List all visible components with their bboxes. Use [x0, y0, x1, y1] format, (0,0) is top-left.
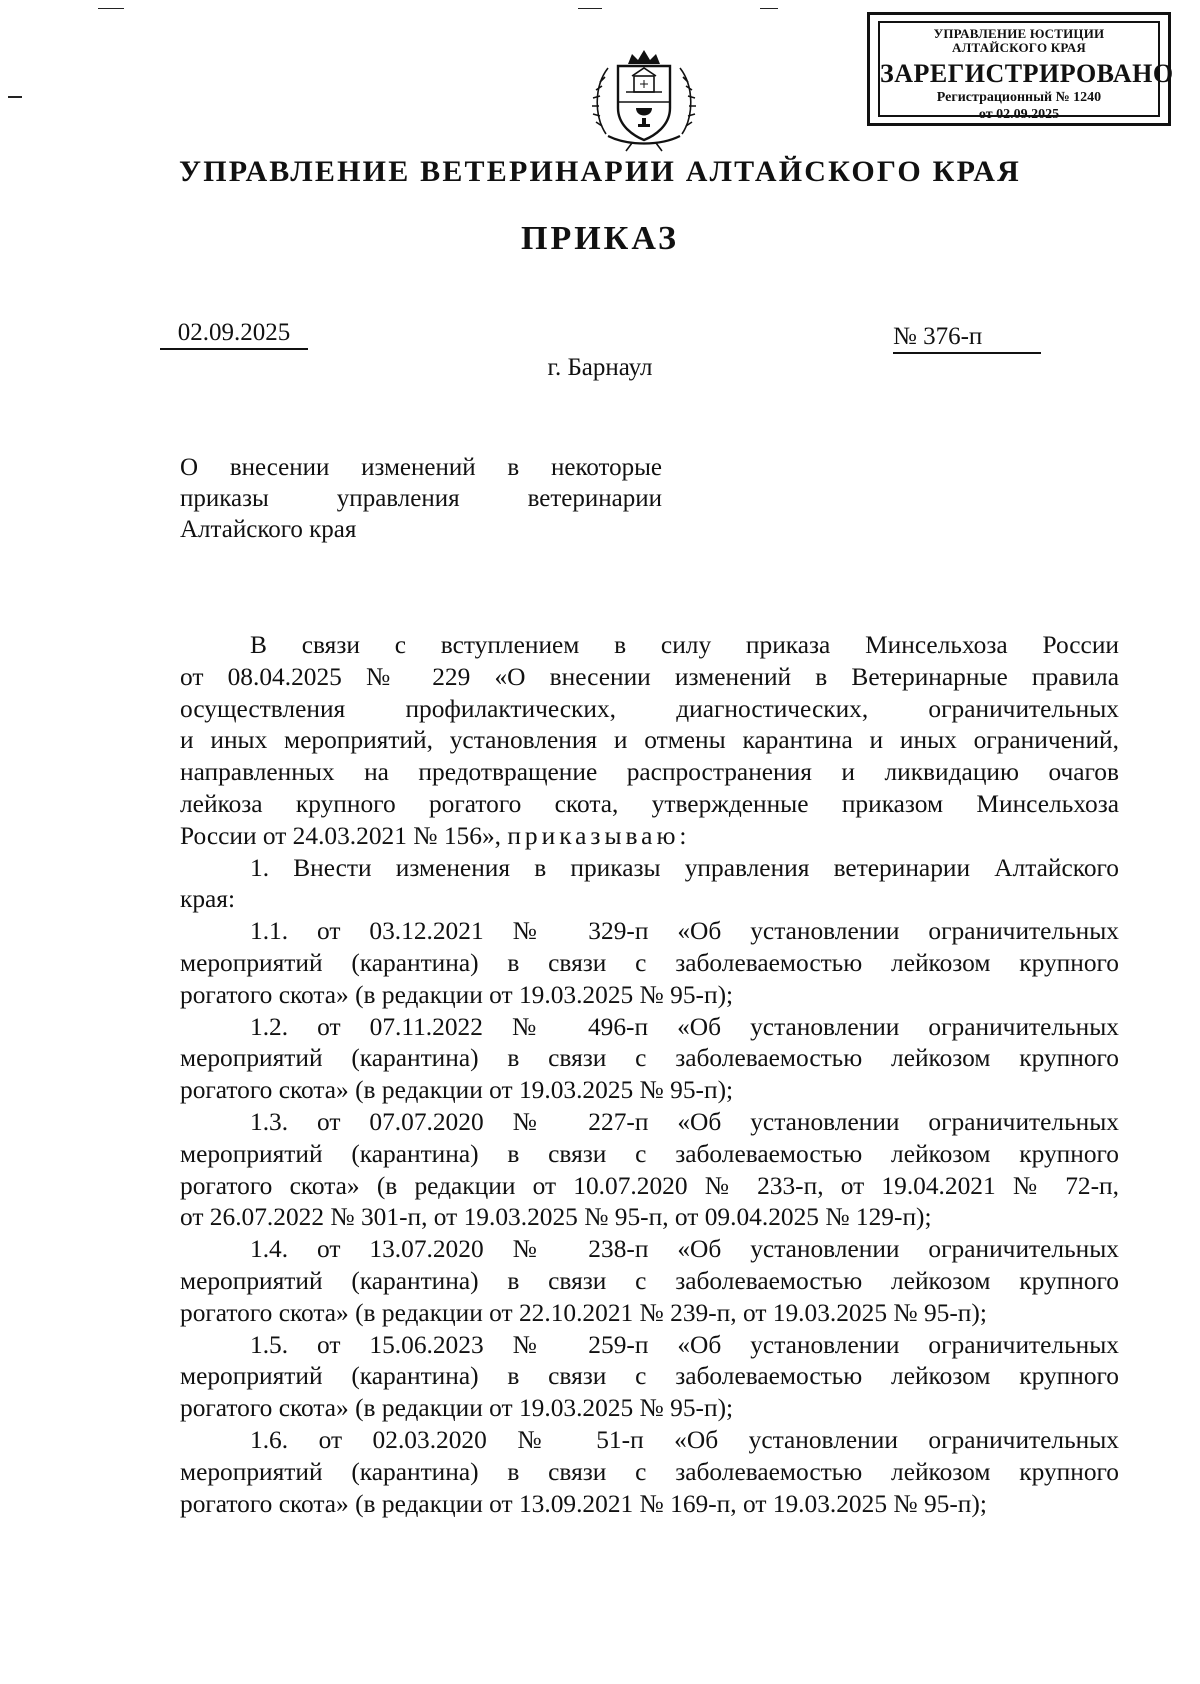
item-1-1-line: рогатого скота» (в редакции от 19.03.2025 № 95-п);	[180, 980, 734, 1009]
item-1-3-line: от 26.07.2022 № 301-п, от 19.03.2025 № 95-п, от 09.04.2025 № 129-п);	[180, 1203, 932, 1232]
item-1-line: 1. Внести изменения в приказы управления ветеринарии Алтайского	[250, 853, 1119, 882]
item-1-2-line: мероприятий (карантина) в связи с заболеваемостью лейкозом крупного	[180, 1044, 1119, 1073]
item-1-line: края:	[180, 885, 236, 914]
item-1-6-line: рогатого скота» (в редакции от 13.09.2021 № 169-п, от 19.03.2025 № 95-п);	[180, 1489, 987, 1518]
preamble-last-line	[180, 821, 1119, 853]
item-1-3-line: 1.3. от 07.07.2020 № 227-п «Об установлении ограничительных	[250, 1107, 1119, 1136]
preamble-line: осуществления профилактических, диагностических, ограничительных	[180, 694, 1119, 723]
stamp-department-line1: УПРАВЛЕНИЕ ЮСТИЦИИ	[933, 26, 1105, 41]
preamble-line: лейкоза крупного рогатого скота, утвержденные приказом Минсельхоза	[180, 789, 1119, 818]
item-1-5-line: мероприятий (карантина) в связи с заболеваемостью лейкозом крупного	[180, 1362, 1119, 1391]
document-city: г. Барнаул	[547, 354, 653, 381]
item-1-1-line: 1.1. от 03.12.2021 № 329-п «Об установлении ограничительных	[250, 917, 1119, 946]
item-1-1-line: мероприятий (карантина) в связи с заболеваемостью лейкозом крупного	[180, 948, 1119, 977]
stamp-status: ЗАРЕГИСТРИРОВАНО	[880, 59, 1174, 88]
scan-mark	[760, 8, 778, 9]
item-1-2-line: 1.2. от 07.11.2022 № 496-п «Об установлении ограничительных	[250, 1012, 1119, 1041]
subject-line: О внесении изменений в некоторые	[180, 454, 662, 481]
item-1-5-line: рогатого скота» (в редакции от 19.03.2025 № 95-п);	[180, 1394, 734, 1423]
item-1-6-line: мероприятий (карантина) в связи с заболеваемостью лейкозом крупного	[180, 1457, 1119, 1486]
item-1-4-line: 1.4. от 13.07.2020 № 238-п «Об установлении ограничительных	[250, 1235, 1119, 1264]
item-1-2-line: рогатого скота» (в редакции от 19.03.2025 № 95-п);	[180, 1076, 734, 1105]
preamble-last-prefix: России от 24.03.2021 № 156»,	[180, 821, 508, 850]
preamble-line: и иных мероприятий, установления и отмены карантина и иных ограничений,	[180, 726, 1119, 755]
organization-name: УПРАВЛЕНИЕ ВЕТЕРИНАРИИ АЛТАЙСКОГО КРАЯ	[179, 155, 1021, 188]
document-body	[180, 630, 1119, 1520]
stamp-inner-frame	[878, 21, 1174, 122]
item-1-4-line: мероприятий (карантина) в связи с заболеваемостью лейкозом крупного	[180, 1266, 1119, 1295]
stamp-department-line2: АЛТАЙСКОГО КРАЯ	[952, 40, 1086, 55]
item-1-4-line: рогатого скота» (в редакции от 22.10.2021 № 239-п, от 19.03.2025 № 95-п);	[180, 1298, 987, 1327]
preamble-line: от 08.04.2025 № 229 «О внесении изменений в Ветеринарные правила	[180, 662, 1119, 691]
document-type: ПРИКАЗ	[521, 220, 679, 257]
scan-mark	[8, 96, 22, 98]
order-word: приказываю	[507, 821, 680, 850]
subject-line: приказы управления ветеринарии	[180, 485, 662, 512]
preamble-line: В связи с вступлением в силу приказа Минсельхоза России	[250, 631, 1119, 659]
scan-mark	[578, 8, 602, 9]
document-number: № 376-п	[893, 322, 1041, 354]
document-date: 02.09.2025	[160, 318, 308, 350]
preamble-line: направленных на предотвращение распространения и ликвидацию очагов	[180, 758, 1119, 787]
item-1-3-line: мероприятий (карантина) в связи с заболеваемостью лейкозом крупного	[180, 1139, 1119, 1168]
item-1-6-line: 1.6. от 02.03.2020 № 51-п «Об установлении ограничительных	[250, 1425, 1119, 1454]
coat-of-arms-icon	[588, 46, 700, 154]
scan-mark	[98, 8, 124, 9]
stamp-reg-date: от 02.09.2025	[978, 107, 1060, 122]
preamble-last-suffix: :	[679, 821, 687, 850]
stamp-department	[880, 27, 1158, 55]
registration-stamp	[867, 12, 1174, 126]
item-1-5-line: 1.5. от 15.06.2023 № 259-п «Об установлении ограничительных	[250, 1330, 1119, 1359]
subject-line: Алтайского края	[180, 516, 357, 543]
document-subject	[180, 452, 662, 545]
item-1-3-line: рогатого скота» (в редакции от 10.07.2020 № 233-п, от 19.04.2021 № 72-п,	[180, 1171, 1119, 1200]
stamp-reg-number: Регистрационный № 1240	[936, 90, 1102, 105]
